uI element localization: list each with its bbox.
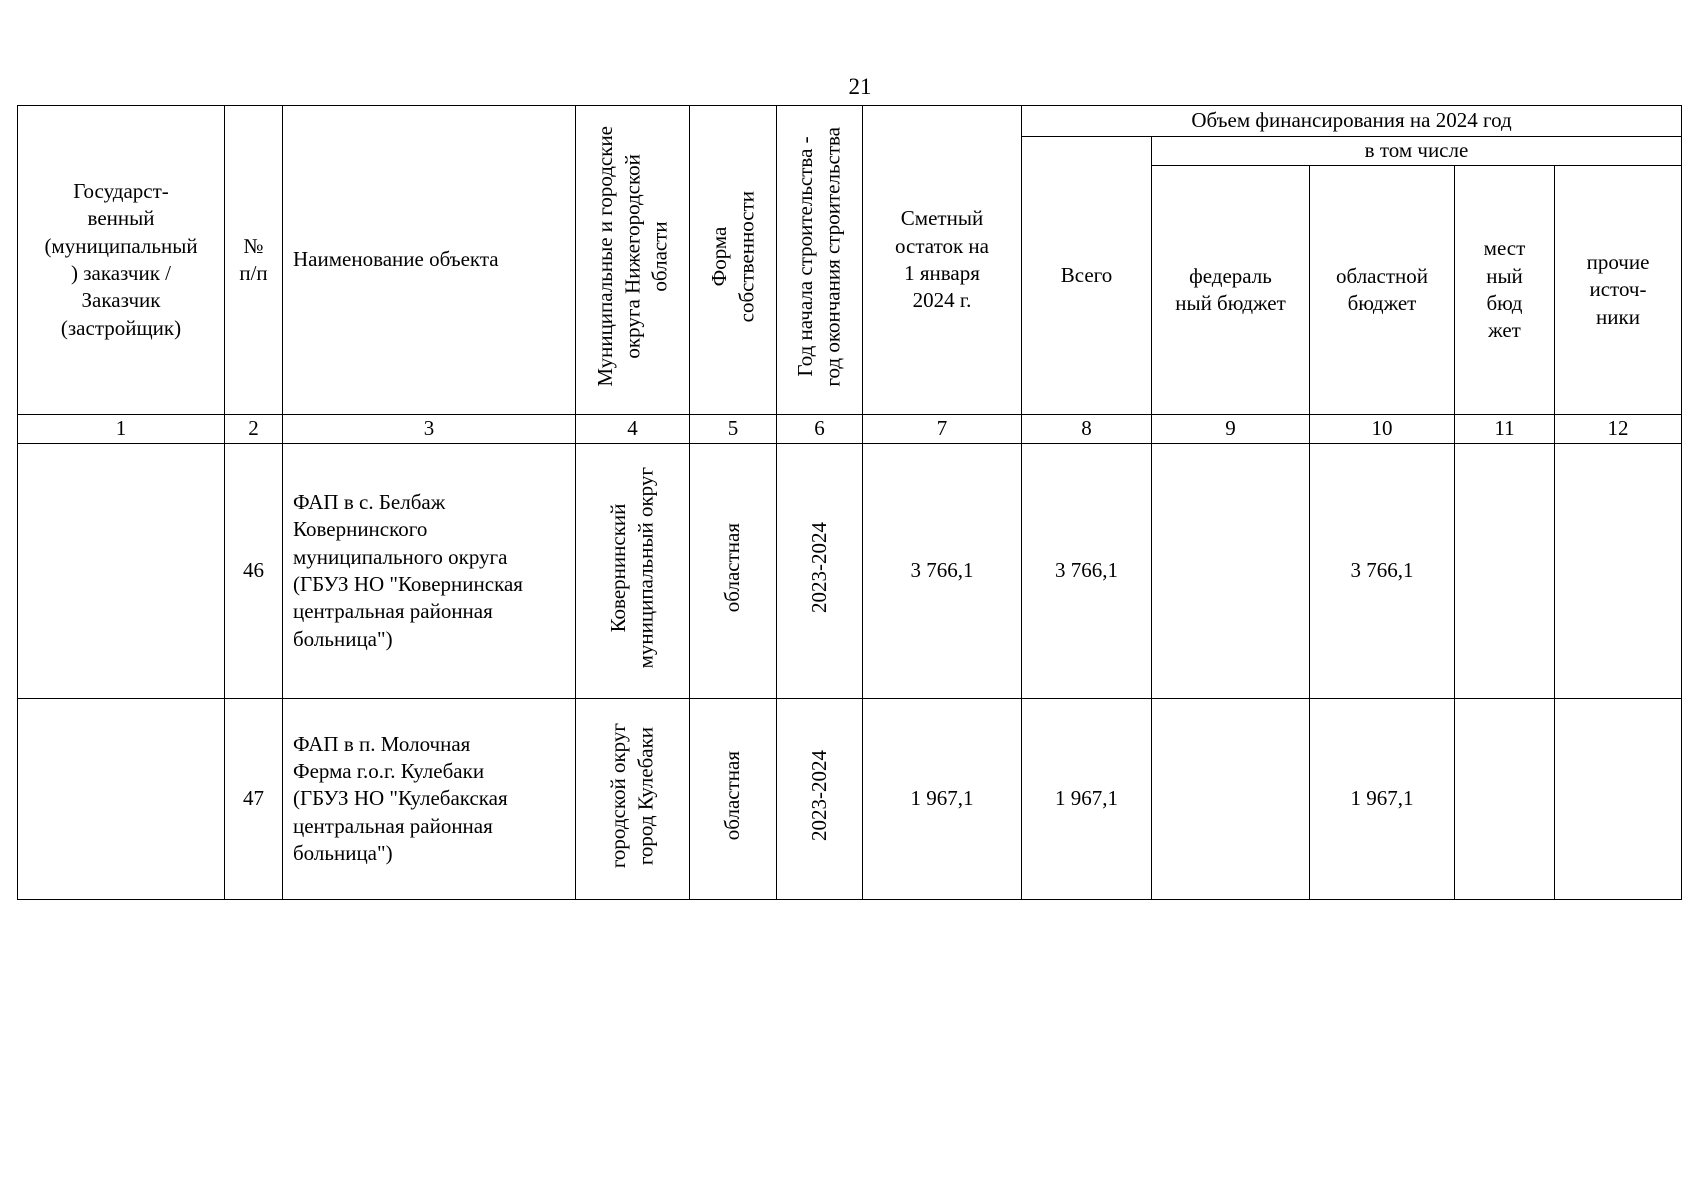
cell-customer	[18, 444, 225, 699]
cell-estimated-balance: 1 967,1	[863, 699, 1022, 900]
cell-years-text: 2023-2024	[806, 521, 831, 613]
column-number: 3	[283, 415, 576, 444]
header-including: в том числе	[1152, 137, 1682, 166]
header-local: мест ный бюд жет	[1455, 166, 1555, 415]
table-row	[18, 444, 1682, 699]
cell-regional: 3 766,1	[1310, 444, 1455, 699]
cell-municipality	[576, 444, 690, 699]
cell-total: 1 967,1	[1022, 699, 1152, 900]
header-row	[18, 106, 1682, 137]
column-number: 1	[18, 415, 225, 444]
header-regional: областной бюджет	[1310, 166, 1455, 415]
cell-local	[1455, 699, 1555, 900]
cell-object-name: ФАП в с. Белбаж Ковернинского муниципального округа (ГБУЗ НО "Ковернинская центральная районная больница")	[283, 444, 576, 699]
cell-other	[1555, 699, 1682, 900]
header-ownership	[690, 106, 777, 415]
column-number: 7	[863, 415, 1022, 444]
column-number: 4	[576, 415, 690, 444]
header-years	[777, 106, 863, 415]
cell-ownership	[690, 444, 777, 699]
cell-number: 47	[225, 699, 283, 900]
header-municipalities	[576, 106, 690, 415]
header-municipalities-text: Муниципальные и городские округа Нижегородской области	[592, 126, 672, 387]
cell-customer	[18, 699, 225, 900]
cell-estimated-balance: 3 766,1	[863, 444, 1022, 699]
cell-federal	[1152, 699, 1310, 900]
cell-local	[1455, 444, 1555, 699]
column-number: 11	[1455, 415, 1555, 444]
cell-municipality	[576, 699, 690, 900]
column-number: 12	[1555, 415, 1682, 444]
cell-municipality-text: городской округ город Кулебаки	[606, 722, 658, 868]
header-estimated-balance: Сметный остаток на 1 января 2024 г.	[863, 106, 1022, 415]
cell-years	[777, 699, 863, 900]
cell-number: 46	[225, 444, 283, 699]
header-federal: федераль ный бюджет	[1152, 166, 1310, 415]
column-number: 6	[777, 415, 863, 444]
cell-years	[777, 444, 863, 699]
cell-regional: 1 967,1	[1310, 699, 1455, 900]
cell-total: 3 766,1	[1022, 444, 1152, 699]
cell-ownership	[690, 699, 777, 900]
header-object-name: Наименование объекта	[283, 106, 576, 415]
header-ownership-text: Форма собственности	[706, 190, 758, 323]
header-funding-group: Объем финансирования на 2024 год	[1022, 106, 1682, 137]
table-row	[18, 699, 1682, 900]
cell-ownership-text: областная	[720, 522, 745, 612]
column-number-row	[18, 415, 1682, 444]
cell-object-name: ФАП в п. Молочная Ферма г.о.г. Кулебаки (ГБУЗ НО "Кулебакская центральная районная больница")	[283, 699, 576, 900]
header-total: Всего	[1022, 137, 1152, 415]
column-number: 10	[1310, 415, 1455, 444]
cell-other	[1555, 444, 1682, 699]
cell-municipality-text: Ковернинский муниципальный округ	[606, 466, 658, 669]
header-other: прочие источ- ники	[1555, 166, 1682, 415]
page-number: 21	[848, 74, 872, 99]
financing-table	[17, 105, 1682, 900]
cell-ownership-text: областная	[720, 750, 745, 840]
column-number: 2	[225, 415, 283, 444]
cell-years-text: 2023-2024	[806, 749, 831, 841]
cell-federal	[1152, 444, 1310, 699]
header-number: № п/п	[225, 106, 283, 415]
header-years-text: Год начала строительства - год окончания строительства	[793, 126, 845, 387]
header-customer: Государст- венный (муниципальный ) заказчик / Заказчик (застройщик)	[18, 106, 225, 415]
column-number: 8	[1022, 415, 1152, 444]
column-number: 9	[1152, 415, 1310, 444]
column-number: 5	[690, 415, 777, 444]
